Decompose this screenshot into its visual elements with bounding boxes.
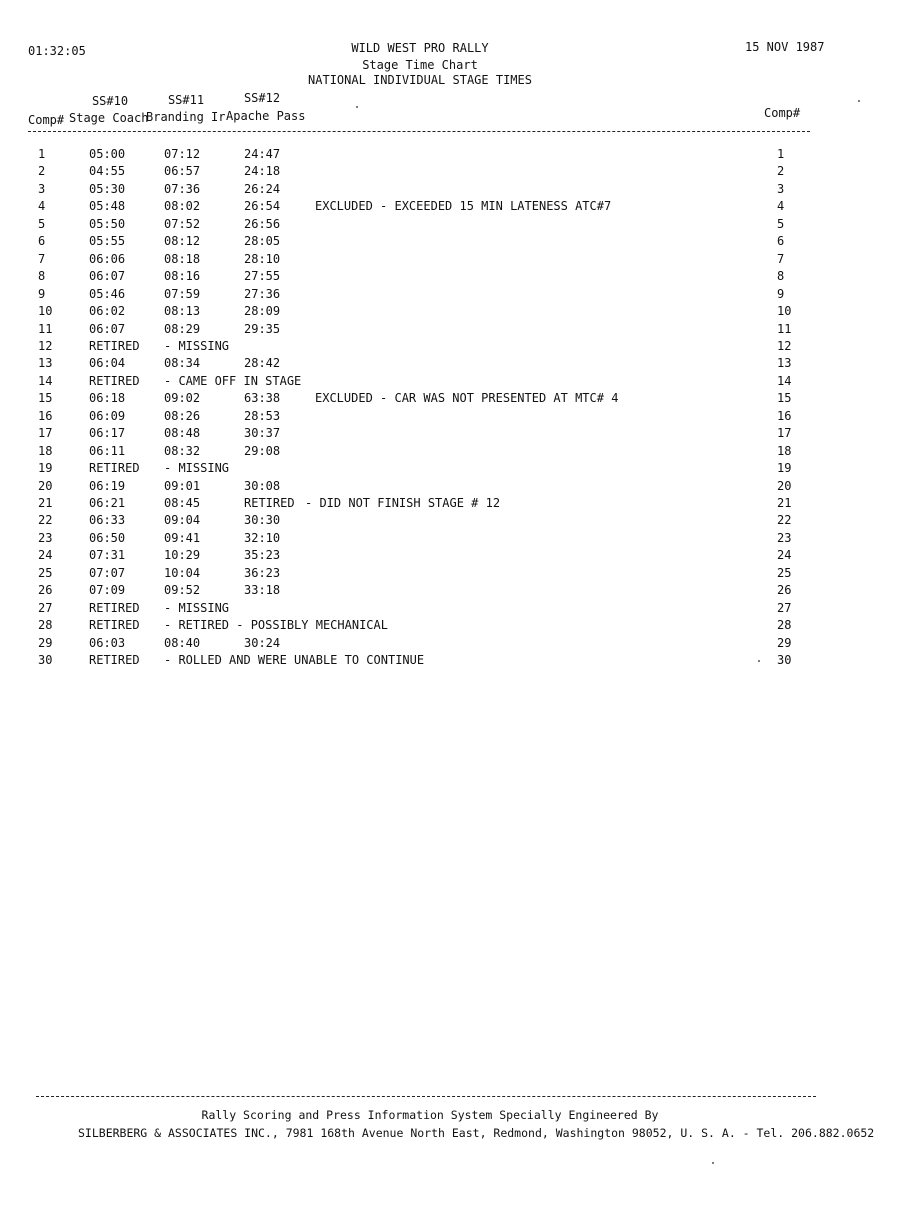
comp-number: 1 — [38, 147, 46, 161]
ss10-time: 06:07 — [89, 321, 126, 336]
comp-number-right: 29 — [777, 635, 792, 650]
ss10-time: 06:33 — [89, 513, 126, 528]
col-ss11-number: SS#11 — [167, 93, 205, 107]
ss10-time: 06:11 — [89, 443, 126, 458]
ss10-time: 07:07 — [89, 565, 126, 580]
comp-number: 29 — [38, 635, 53, 650]
col-comp-left: Comp# — [28, 113, 65, 127]
comp-number-right: 4 — [777, 199, 785, 214]
table-row — [0, 425, 900, 442]
ss12-time: 63:38 — [244, 391, 281, 406]
ss11-time: - CAME OFF IN STAGE — [164, 373, 302, 388]
comp-number: 16 — [38, 408, 53, 423]
comp-number: 17 — [38, 426, 53, 441]
ss10-time: 06:09 — [89, 408, 126, 423]
ss12-time: 28:53 — [244, 408, 281, 423]
comp-number: 11 — [38, 321, 53, 336]
ss11-time: 08:12 — [164, 234, 201, 249]
col-comp-right: Comp# — [764, 106, 801, 120]
comp-number-right: 15 — [777, 391, 792, 406]
ss10-time: RETIRED — [89, 461, 140, 476]
col-ss10-number: SS#10 — [91, 94, 129, 108]
table-row — [0, 617, 900, 634]
table-row — [0, 652, 900, 669]
comp-number-right: 23 — [777, 530, 792, 545]
ss10-time: 06:03 — [89, 635, 126, 650]
comp-number-right: 14 — [777, 373, 792, 388]
ss10-time: 07:31 — [89, 548, 126, 563]
ss10-time: 06:50 — [89, 530, 126, 545]
comp-number-right: 27 — [777, 600, 792, 615]
ss10-time: 05:30 — [89, 181, 126, 196]
ss10-time: 06:02 — [89, 304, 126, 319]
comp-number-right: 25 — [777, 565, 792, 580]
comp-number-right: 10 — [777, 304, 792, 319]
ss10-time: RETIRED — [89, 600, 140, 615]
ss10-time: RETIRED — [89, 373, 140, 388]
report-subtitle: Stage Time Chart — [362, 58, 478, 72]
ss12-time: 24:18 — [244, 164, 281, 179]
scan-speck — [858, 100, 860, 102]
comp-number-right: 7 — [777, 251, 785, 266]
ss11-time: - MISSING — [164, 461, 230, 476]
table-row — [0, 443, 900, 460]
ss12-time: 30:08 — [244, 478, 281, 493]
table-row — [0, 460, 900, 477]
ss12-time: 29:08 — [244, 443, 281, 458]
table-row — [0, 146, 900, 163]
ss11-time: - MISSING — [164, 600, 230, 615]
ss10-time: 04:55 — [89, 164, 126, 179]
table-row — [0, 268, 900, 285]
table-row — [0, 600, 900, 617]
ss10-time: 06:06 — [89, 251, 126, 266]
comp-number: 10 — [38, 304, 53, 319]
ss11-time: 07:36 — [164, 181, 201, 196]
ss11-time: 09:04 — [164, 513, 201, 528]
ss10-time: 06:21 — [89, 496, 126, 510]
comp-number-right: 16 — [777, 408, 792, 423]
ss12-time: 30:24 — [244, 635, 281, 650]
ss12-time: 32:10 — [244, 530, 281, 545]
comp-number: 30 — [38, 653, 53, 668]
scan-speck — [712, 1162, 714, 1164]
comp-number: 23 — [38, 530, 53, 545]
ss12-time: 30:30 — [244, 513, 281, 528]
ss12-time: 26:24 — [244, 181, 281, 196]
ss11-time: 09:52 — [164, 583, 201, 598]
ss12-time: 26:56 — [244, 216, 281, 231]
ss11-time: 09:02 — [164, 391, 201, 406]
comp-number: 15 — [38, 391, 53, 406]
ss11-time: 09:01 — [164, 478, 201, 493]
table-row — [0, 303, 900, 320]
comp-number-right: 30 — [777, 653, 792, 668]
ss11-time: 08:26 — [164, 408, 201, 423]
ss11-time: 07:12 — [164, 147, 201, 161]
footer-divider — [36, 1096, 816, 1097]
ss11-time: - RETIRED - POSSIBLY MECHANICAL — [164, 618, 388, 633]
ss11-time: 08:40 — [164, 635, 201, 650]
comp-number: 13 — [38, 356, 53, 371]
table-row — [0, 233, 900, 250]
comp-number: 18 — [38, 443, 53, 458]
comp-number: 3 — [38, 181, 46, 196]
comp-number-right: 8 — [777, 269, 785, 284]
comp-number-right: 3 — [777, 181, 785, 196]
table-row — [0, 321, 900, 338]
col-ss11-name: Branding Ir — [146, 110, 226, 124]
ss12-time: 36:23 — [244, 565, 281, 580]
row-note: EXCLUDED - CAR WAS NOT PRESENTED AT MTC# 4 — [315, 391, 619, 406]
ss11-time: 10:29 — [164, 548, 201, 563]
report-subtitle-2: NATIONAL INDIVIDUAL STAGE TIMES — [308, 73, 532, 87]
ss10-time: 05:50 — [89, 216, 126, 231]
ss12-time: RETIRED — [244, 496, 295, 510]
table-row — [0, 163, 900, 180]
ss12-time: 28:10 — [244, 251, 281, 266]
col-ss12-name: Apache Pass — [226, 109, 306, 123]
table-row — [0, 181, 900, 198]
comp-number-right: 22 — [777, 513, 792, 528]
table-row — [0, 338, 900, 355]
scan-speck — [758, 660, 760, 662]
comp-number-right: 2 — [777, 164, 785, 179]
comp-number: 9 — [38, 286, 46, 301]
ss12-time: 29:35 — [244, 321, 281, 336]
ss10-time: RETIRED — [89, 653, 140, 668]
print-time: 01:32:05 — [28, 44, 86, 58]
table-row — [0, 251, 900, 268]
table-row — [0, 390, 900, 407]
ss10-time: 06:07 — [89, 269, 126, 284]
ss11-time: 08:29 — [164, 321, 201, 336]
comp-number-right: 21 — [777, 496, 792, 510]
comp-number-right: 9 — [777, 286, 785, 301]
table-row — [0, 547, 900, 564]
ss12-time: 26:54 — [244, 199, 281, 214]
ss10-time: 05:46 — [89, 286, 126, 301]
ss11-time: 08:45 — [164, 496, 201, 510]
ss10-time: 06:19 — [89, 478, 126, 493]
ss10-time: 05:00 — [89, 147, 126, 161]
comp-number: 6 — [38, 234, 46, 249]
comp-number: 19 — [38, 461, 53, 476]
comp-number-right: 11 — [777, 321, 792, 336]
table-row — [0, 216, 900, 233]
ss10-time: RETIRED — [89, 618, 140, 633]
ss10-time: RETIRED — [89, 338, 140, 353]
table-row — [0, 635, 900, 652]
table-row — [0, 286, 900, 303]
report-title: WILD WEST PRO RALLY — [351, 41, 489, 55]
ss10-time: 06:04 — [89, 356, 126, 371]
report-date: 15 NOV 1987 — [745, 40, 825, 54]
comp-number: 26 — [38, 583, 53, 598]
scan-speck — [356, 106, 358, 108]
col-ss10-name: Stage Coach — [69, 111, 149, 125]
ss11-time: 08:13 — [164, 304, 201, 319]
col-ss12-number: SS#12 — [243, 91, 281, 105]
comp-number-right: 17 — [777, 426, 792, 441]
comp-number: 20 — [38, 478, 53, 493]
comp-number: 5 — [38, 216, 46, 231]
comp-number-right: 24 — [777, 548, 792, 563]
ss11-time: 09:41 — [164, 530, 201, 545]
table-row — [0, 408, 900, 425]
comp-number: 2 — [38, 164, 46, 179]
comp-number: 22 — [38, 513, 53, 528]
ss11-time: 08:48 — [164, 426, 201, 441]
comp-number-right: 13 — [777, 356, 792, 371]
ss10-time: 06:18 — [89, 391, 126, 406]
ss11-time: - ROLLED AND WERE UNABLE TO CONTINUE — [164, 653, 425, 668]
comp-number: 14 — [38, 373, 53, 388]
comp-number-right: 12 — [777, 338, 792, 353]
table-row — [0, 373, 900, 390]
table-row — [0, 565, 900, 582]
ss11-time: 06:57 — [164, 164, 201, 179]
table-row — [0, 478, 900, 495]
footer-line-2: SILBERBERG & ASSOCIATES INC., 7981 168th Avenue North East, Redmond, Washington 98052, U. S. A. - Tel. 206.882.0652 — [78, 1126, 875, 1140]
header-divider — [28, 131, 810, 132]
ss12-time: 27:55 — [244, 269, 281, 284]
ss12-time: 27:36 — [244, 286, 281, 301]
comp-number: 7 — [38, 251, 46, 266]
ss12-time: 24:47 — [244, 147, 281, 161]
comp-number: 28 — [38, 618, 53, 633]
table-row — [0, 582, 900, 599]
comp-number: 4 — [38, 199, 46, 214]
comp-number-right: 5 — [777, 216, 785, 231]
footer-line-1: Rally Scoring and Press Information System Specially Engineered By — [201, 1108, 659, 1122]
ss12-time: 28:05 — [244, 234, 281, 249]
ss11-time: 07:52 — [164, 216, 201, 231]
row-note: - DID NOT FINISH STAGE # 12 — [305, 496, 501, 510]
comp-number-right: 26 — [777, 583, 792, 598]
ss12-time: 28:42 — [244, 356, 281, 371]
ss10-time: 06:17 — [89, 426, 126, 441]
ss11-time: 08:02 — [164, 199, 201, 214]
ss11-time: 08:32 — [164, 443, 201, 458]
comp-number: 24 — [38, 548, 53, 563]
comp-number: 8 — [38, 269, 46, 284]
ss11-time: - MISSING — [164, 338, 230, 353]
comp-number: 21 — [38, 496, 53, 510]
comp-number-right: 20 — [777, 478, 792, 493]
row-note: EXCLUDED - EXCEEDED 15 MIN LATENESS ATC#7 — [315, 199, 612, 214]
comp-number-right: 18 — [777, 443, 792, 458]
comp-number: 27 — [38, 600, 53, 615]
ss12-time: 28:09 — [244, 304, 281, 319]
comp-number-right: 1 — [777, 147, 785, 161]
table-row — [0, 495, 900, 512]
ss11-time: 08:18 — [164, 251, 201, 266]
ss12-time: 30:37 — [244, 426, 281, 441]
table-row — [0, 198, 900, 215]
ss10-time: 07:09 — [89, 583, 126, 598]
ss11-time: 07:59 — [164, 286, 201, 301]
comp-number: 25 — [38, 565, 53, 580]
ss10-time: 05:55 — [89, 234, 126, 249]
table-row — [0, 512, 900, 529]
ss12-time: 35:23 — [244, 548, 281, 563]
comp-number-right: 19 — [777, 461, 792, 476]
ss12-time: 33:18 — [244, 583, 281, 598]
table-row — [0, 530, 900, 547]
ss11-time: 08:34 — [164, 356, 201, 371]
table-row — [0, 355, 900, 372]
comp-number: 12 — [38, 338, 53, 353]
comp-number-right: 6 — [777, 234, 785, 249]
ss11-time: 10:04 — [164, 565, 201, 580]
comp-number-right: 28 — [777, 618, 792, 633]
ss10-time: 05:48 — [89, 199, 126, 214]
ss11-time: 08:16 — [164, 269, 201, 284]
